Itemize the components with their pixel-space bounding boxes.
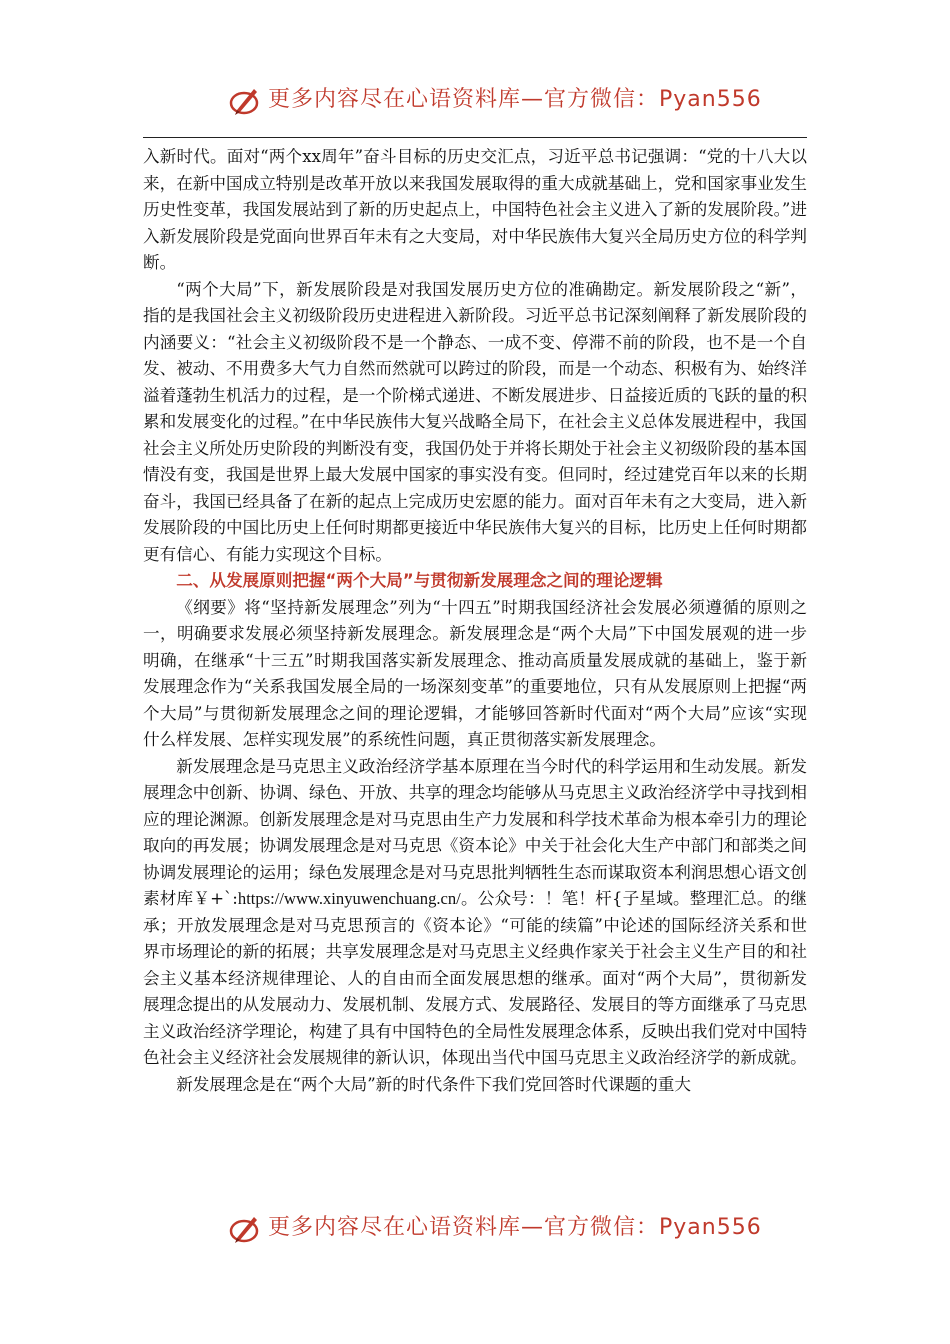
paragraph-4-part-1: 新发展理念是马克思主义政治经济学基本原理在当今时代的科学运用和生动发展。新发展理念中创新、协调、绿色、开放、共享的理念均能够从马克思主义政治经济学中寻找到相应的理论渊源。创新发展理念是对马克思由生产力发展和科学技术革命为根本牵引力的理论取向的再发展；协调发展理念是对马克思《资本论》中关于社会化大生产中部门和部类之间协调发展理论的运用；绿色发展理念是对马克思批判牺牲生态而谋取资本利润思想心语文创素材库￥+`:	[143, 756, 807, 908]
paragraph-2: “两个大局”下，新发展阶段是对我国发展历史方位的准确勘定。新发展阶段之“新”，指的是我国社会主义初级阶段历史进程进入新阶段。习近平总书记深刻阐释了新发展阶段的内涵要义：“社会主义初级阶段不是一个静态、一成不变、停滞不前的阶段，也不是一个自发、被动、不用费多大气力自然而然就可以跨过的阶段，而是一个动态、积极有为、始终洋溢着蓬勃生机活力的过程，是一个阶梯式递进、不断发展进步、日益接近质的飞跃的量的积累和发展变化的过程。”在中华民族伟大复兴战略全局下，在社会主义总体发展进程中，我国社会主义所处历史阶段的判断没有变，我国仍处于并将长期处于社会主义初级阶段的基本国情没有变，我国是世界上最大发展中国家的事实没有变。但同时，经过建党百年以来的长期奋斗，我国已经具备了在新的起点上完成历史宏愿的能力。面对百年未有之大变局，进入新发展阶段的中国比历史上任何时期都更接近中华民族伟大复兴的目标，比历史上任何时期都更有信心、有能力实现这个目标。	[143, 279, 807, 564]
footer-banner	[0, 1206, 950, 1250]
paragraph-5: 新发展理念是在“两个大局”新的时代条件下我们党回答时代课题的重大	[176, 1074, 691, 1094]
paragraph-4	[143, 754, 807, 1072]
section-heading-2: 二、从发展原则把握“两个大局”与贯彻新发展理念之间的理论逻辑	[176, 571, 663, 590]
pen-logo-icon	[228, 1212, 262, 1246]
paragraph-4-part-2: 。公众号：！笔！杆{子星域。整理汇总。的继承；开放发展理念是对马克思预言的《资本论》“可能的续篇”中论述的国际经济关系和世界市场理论的新的拓展；共享发展理念是对马克思主义经典作家关于社会主义生产目的和社会主义基本经济规律理论、人的自由而全面发展思想的继承。面对“两个大局”，贯彻新发展理念提出的从发展动力、发展机制、发展方式、发展路径、发展目的等方面继承了马克思主义政治经济学理论，构建了具有中国特色的全局性发展理念体系，反映出我们党对中国特色社会主义经济社会发展规律的新认识，体现出当代中国马克思主义政治经济学的新成就。	[143, 889, 807, 1067]
header-banner	[0, 78, 950, 122]
banner-text: 更多内容尽在心语资料库—官方微信：Pyan556	[268, 1215, 762, 1240]
pen-logo-icon	[228, 84, 262, 118]
document-body	[143, 144, 807, 1098]
paragraph-3: 《纲要》将“坚持新发展理念”列为“十四五”时期我国经济社会发展必须遵循的原则之一，明确要求发展必须坚持新发展理念。新发展理念是“两个大局”下中国发展观的进一步明确，在继承“十三五”时期我国落实新发展理念、推动高质量发展成就的基础上，鉴于新发展理念作为“关系我国发展全局的一场深刻变革”的重要地位，只有从发展原则上把握“两个大局”与贯彻新发展理念之间的理论逻辑，才能够回答新时代面对“两个大局”应该“实现什么样发展、怎样实现发展”的系统性问题，真正贯彻落实新发展理念。	[143, 597, 807, 749]
paragraph-1: 入新时代。面对“两个xx周年”奋斗目标的历史交汇点，习近平总书记强调：“党的十八大以来，在新中国成立特别是改革开放以来我国发展取得的重大成就基础上，党和国家事业发生历史性变革，我国发展站到了新的历史起点上，中国特色社会主义进入了新的发展阶段。”进入新发展阶段是党面向世界百年未有之大变局，对中华民族伟大复兴全局历史方位的科学判断。	[143, 147, 807, 272]
source-url: https://www.xinyuwenchuang.cn/	[237, 889, 461, 908]
header-divider	[143, 137, 807, 138]
banner-text: 更多内容尽在心语资料库—官方微信：Pyan556	[268, 87, 762, 112]
